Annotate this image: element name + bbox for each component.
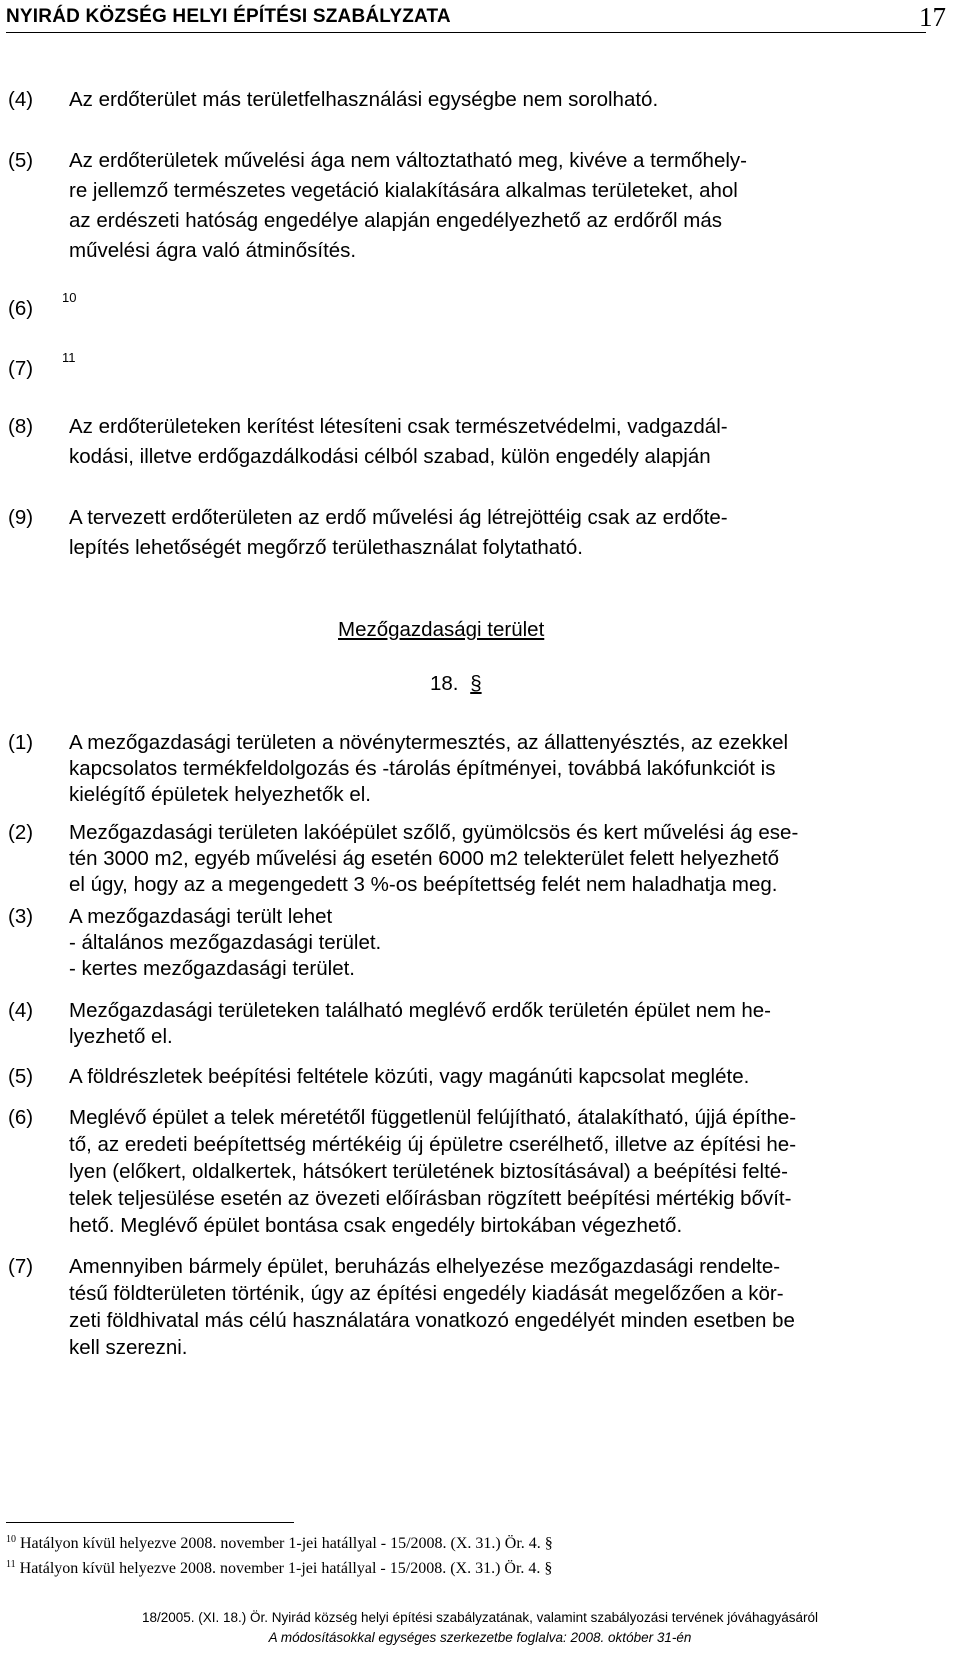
footer-line-1: 18/2005. (XI. 18.) Ör. Nyirád község helyi építési szabályzatának, valamint szabályozási tervének jóváhagyásáról [141,1610,819,1625]
footnote-11 [6,1559,552,1578]
paragraph-number: (5) [8,1065,34,1088]
paragraph-number: (7) [8,1255,34,1278]
paragraph-number: (6) [8,1106,34,1129]
page-number: 17 [919,2,946,32]
footnote-number: 11 [6,1559,16,1570]
paragraph-line: Az erdőterületek művelési ága nem változtatható meg, kivéve a termőhely- [69,149,747,172]
paragraph-line: tő, az eredeti beépítettség mértékéig új épületre cserélhető, illetve az építési he- [69,1133,797,1156]
section-sign: § [470,672,482,695]
paragraph-line: A tervezett erdőterületen az erdő művelési ág létrejöttéig csak az erdőte- [69,506,728,529]
paragraph-line: el úgy, hogy az a megengedett 3 %-os beépítettség felét nem haladhatja meg. [69,873,778,896]
paragraph-number: (2) [8,821,34,844]
paragraph-number: (8) [8,415,34,438]
paragraph-line: kielégítő épületek helyezhetők el. [69,783,372,806]
paragraph-line: re jellemző természetes vegetáció kialakítására alkalmas területeket, ahol [69,179,738,202]
paragraph-line: telek teljesülése esetén az övezeti előírásban rögzített beépítési mértékig bővít- [69,1187,792,1210]
paragraph-line: kell szerezni. [69,1336,188,1359]
paragraph-line: A mezőgazdasági terült lehet [69,905,333,928]
list-item: - kertes mezőgazdasági terület. [69,957,355,980]
paragraph-number: (9) [8,506,34,529]
paragraph-number: (4) [8,88,34,111]
paragraph-number: (6) [8,297,34,320]
paragraph-number: (3) [8,905,34,928]
paragraph-line: tén 3000 m2, egyéb művelési ág esetén 6000 m2 telekterület felett helyezhető [69,847,779,870]
footnote-reference: 11 [62,350,76,365]
header-rule [6,32,926,33]
paragraph-line: Amennyiben bármely épület, beruházás elhelyezése mezőgazdasági rendelte- [69,1255,781,1278]
page-header [6,2,954,38]
paragraph-line: lepítés lehetőségét megőrző területhasználat folytatható. [69,536,583,559]
section-heading: Mezőgazdasági terület [338,618,545,641]
footnote-text: Hatályon kívül helyezve 2008. november 1-jei hatállyal - 15/2008. (X. 31.) Ör. 4. § [19,1560,553,1577]
list-item: - általános mezőgazdasági terület. [69,931,382,954]
footnote-separator [6,1522,294,1523]
paragraph-line: az erdészeti hatóság engedélye alapján engedélyezhető az erdőről más [69,209,723,232]
footer-line-2: A módosításokkal egységes szerkezetbe foglalva: 2008. október 31-én [268,1630,692,1645]
paragraph-line: Mezőgazdasági területen lakóépület szőlő, gyümölcsös és kert művelési ág ese- [69,821,799,844]
paragraph-line: A mezőgazdasági területen a növénytermesztés, az állattenyésztés, az ezekkel [69,731,789,754]
section-number [430,672,482,696]
paragraph-line: Meglévő épület a telek méretétől függetlenül felújítható, átalakítható, újjá építhe- [69,1106,797,1129]
paragraph-line: kodási, illetve erdőgazdálkodási célból szabad, külön engedély alapján [69,445,711,468]
paragraph-line: Az erdőterületeken kerítést létesíteni csak természetvédelmi, vadgazdál- [69,415,728,438]
paragraph-line: lyezhető el. [69,1025,173,1048]
paragraph-line: művelési ágra való átminősítés. [69,239,357,262]
footnote-text: Hatályon kívül helyezve 2008. november 1-jei hatállyal - 15/2008. (X. 31.) Ör. 4. § [20,1535,553,1552]
paragraph-line: zeti földhivatal más célú használatára vonatkozó engedélyét minden esetben be [69,1309,795,1332]
paragraph-number: (7) [8,357,34,380]
paragraph-number: (5) [8,149,34,172]
section-number-text: 18. [430,672,459,695]
paragraph-line: tésű földterületen történik, úgy az építési engedély kiadását megelőzően a kör- [69,1282,784,1305]
paragraph-line: A földrészletek beépítési feltétele közúti, vagy magánúti kapcsolat megléte. [69,1065,750,1088]
footnote-10 [6,1534,553,1553]
footnote-reference: 10 [62,290,77,305]
footnote-number: 10 [6,1534,16,1545]
header-title: NYIRÁD KÖZSÉG HELYI ÉPÍTÉSI SZABÁLYZATA [6,6,451,27]
paragraph-number: (1) [8,731,34,754]
paragraph-number: (4) [8,999,34,1022]
paragraph-line: hető. Meglévő épület bontása csak engedély birtokában végezhető. [69,1214,683,1237]
paragraph-line: Az erdőterület más területfelhasználási egységbe nem sorolható. [69,88,659,111]
paragraph-line: lyen (előkert, oldalkertek, hátsókert területének biztosításával) a beépítési felté- [69,1160,789,1183]
paragraph-line: kapcsolatos termékfeldolgozás és -tárolás építményei, továbbá lakófunkciót is [69,757,776,780]
paragraph-line: Mezőgazdasági területeken található meglévő erdők területén épület nem he- [69,999,771,1022]
